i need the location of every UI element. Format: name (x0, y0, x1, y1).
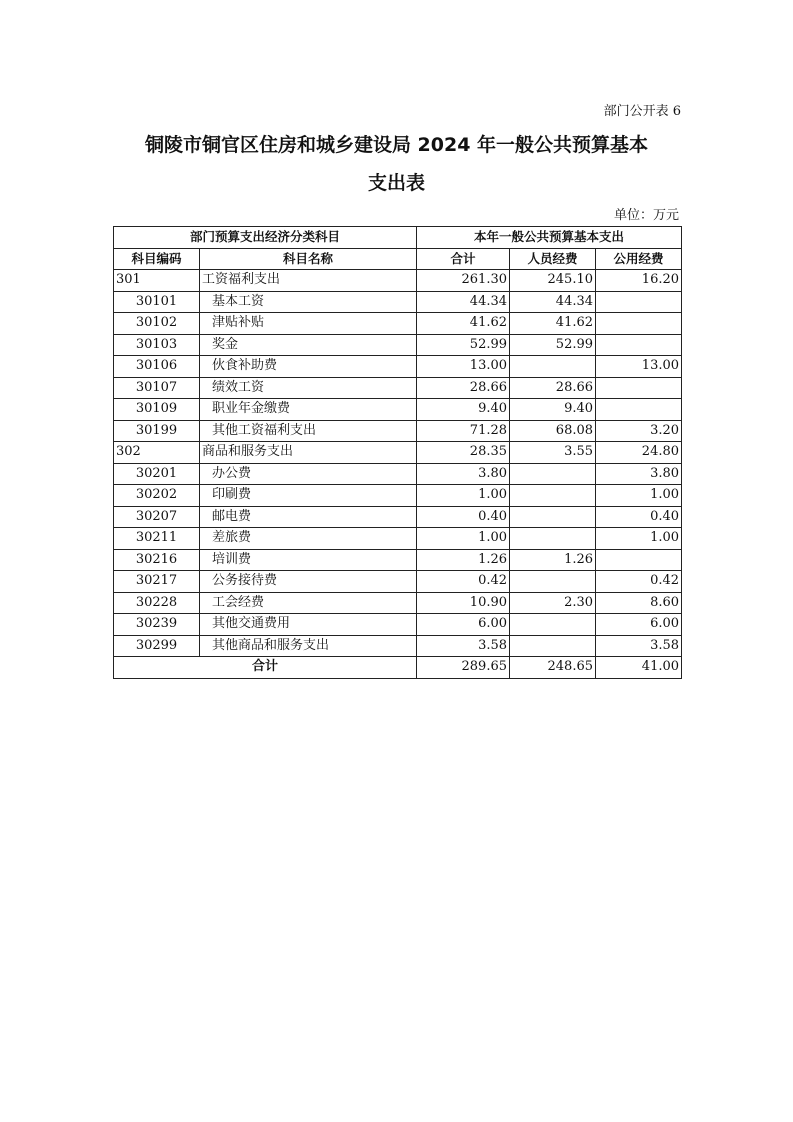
row-name: 职业年金缴费 (200, 399, 417, 421)
row-public (596, 313, 682, 335)
row-public: 1.00 (596, 528, 682, 550)
row-total: 28.66 (417, 377, 510, 399)
row-public: 0.42 (596, 571, 682, 593)
row-public: 3.58 (596, 635, 682, 657)
row-public: 13.00 (596, 356, 682, 378)
row-personnel: 245.10 (510, 270, 596, 292)
row-personnel (510, 528, 596, 550)
unit-label: 单位：万元 (613, 208, 679, 223)
row-total: 44.34 (417, 291, 510, 313)
row-total: 28.35 (417, 442, 510, 464)
total-sum: 289.65 (417, 657, 510, 679)
budget-table-body (114, 270, 682, 657)
table-row (114, 614, 682, 636)
row-public (596, 291, 682, 313)
row-total: 71.28 (417, 420, 510, 442)
budget-table (113, 226, 682, 679)
row-name: 其他工资福利支出 (200, 420, 417, 442)
row-code: 30106 (114, 356, 200, 378)
row-personnel (510, 635, 596, 657)
row-personnel (510, 463, 596, 485)
table-row (114, 399, 682, 421)
row-personnel (510, 485, 596, 507)
column-header-name: 科目名称 (200, 248, 417, 270)
table-row (114, 291, 682, 313)
title-line-2: 支出表 (367, 172, 425, 194)
column-header-personnel: 人员经费 (510, 248, 596, 270)
table-row (114, 442, 682, 464)
row-personnel: 44.34 (510, 291, 596, 313)
header-group-row (114, 227, 682, 249)
row-name: 工会经费 (200, 592, 417, 614)
row-total: 1.00 (417, 528, 510, 550)
row-name: 基本工资 (200, 291, 417, 313)
row-total: 1.26 (417, 549, 510, 571)
total-public: 41.00 (596, 657, 682, 679)
row-name: 公务接待费 (200, 571, 417, 593)
row-name: 商品和服务支出 (200, 442, 417, 464)
row-public: 24.80 (596, 442, 682, 464)
row-name: 印刷费 (200, 485, 417, 507)
table-row (114, 334, 682, 356)
row-name: 邮电费 (200, 506, 417, 528)
row-total: 6.00 (417, 614, 510, 636)
row-code: 30217 (114, 571, 200, 593)
row-name: 培训费 (200, 549, 417, 571)
row-name: 伙食补助费 (200, 356, 417, 378)
row-name: 津贴补贴 (200, 313, 417, 335)
row-total: 0.42 (417, 571, 510, 593)
table-row (114, 420, 682, 442)
row-total: 13.00 (417, 356, 510, 378)
row-personnel: 52.99 (510, 334, 596, 356)
row-code: 30239 (114, 614, 200, 636)
row-personnel: 41.62 (510, 313, 596, 335)
row-personnel (510, 506, 596, 528)
row-total: 9.40 (417, 399, 510, 421)
row-code: 30228 (114, 592, 200, 614)
row-total: 52.99 (417, 334, 510, 356)
row-public: 6.00 (596, 614, 682, 636)
row-public: 16.20 (596, 270, 682, 292)
table-row (114, 270, 682, 292)
column-header-code: 科目编码 (114, 248, 200, 270)
table-row (114, 549, 682, 571)
header-column-row (114, 248, 682, 270)
row-total: 3.58 (417, 635, 510, 657)
total-personnel: 248.65 (510, 657, 596, 679)
table-row (114, 463, 682, 485)
row-personnel: 9.40 (510, 399, 596, 421)
row-code: 301 (114, 270, 200, 292)
column-header-public: 公用经费 (596, 248, 682, 270)
row-personnel: 3.55 (510, 442, 596, 464)
row-code: 30103 (114, 334, 200, 356)
row-public: 0.40 (596, 506, 682, 528)
row-code: 30216 (114, 549, 200, 571)
table-row (114, 313, 682, 335)
row-personnel: 2.30 (510, 592, 596, 614)
table-row (114, 506, 682, 528)
total-row (114, 657, 682, 679)
row-code: 30102 (114, 313, 200, 335)
row-personnel (510, 571, 596, 593)
row-total: 0.40 (417, 506, 510, 528)
row-name: 其他交通费用 (200, 614, 417, 636)
row-name: 绩效工资 (200, 377, 417, 399)
row-personnel: 28.66 (510, 377, 596, 399)
group-header-basic-expenditure: 本年一般公共预算基本支出 (417, 227, 682, 249)
row-public (596, 399, 682, 421)
row-name: 差旅费 (200, 528, 417, 550)
row-code: 30107 (114, 377, 200, 399)
table-row (114, 635, 682, 657)
row-code: 30109 (114, 399, 200, 421)
row-personnel (510, 356, 596, 378)
column-header-total: 合计 (417, 248, 510, 270)
row-public (596, 334, 682, 356)
table-row (114, 571, 682, 593)
row-public (596, 549, 682, 571)
row-code: 30199 (114, 420, 200, 442)
row-code: 302 (114, 442, 200, 464)
table-row (114, 377, 682, 399)
table-row (114, 592, 682, 614)
table-row (114, 528, 682, 550)
row-personnel: 1.26 (510, 549, 596, 571)
row-name: 工资福利支出 (200, 270, 417, 292)
table-number: 部门公开表 6 (603, 104, 681, 119)
row-code: 30202 (114, 485, 200, 507)
row-name: 其他商品和服务支出 (200, 635, 417, 657)
row-public (596, 377, 682, 399)
row-code: 30211 (114, 528, 200, 550)
row-code: 30201 (114, 463, 200, 485)
row-personnel (510, 614, 596, 636)
row-public: 1.00 (596, 485, 682, 507)
total-label: 合计 (114, 657, 417, 679)
row-total: 3.80 (417, 463, 510, 485)
row-code: 30207 (114, 506, 200, 528)
row-total: 41.62 (417, 313, 510, 335)
group-header-economic-class: 部门预算支出经济分类科目 (114, 227, 417, 249)
row-public: 3.80 (596, 463, 682, 485)
row-name: 奖金 (200, 334, 417, 356)
table-row (114, 485, 682, 507)
row-public: 3.20 (596, 420, 682, 442)
row-total: 10.90 (417, 592, 510, 614)
row-total: 1.00 (417, 485, 510, 507)
row-name: 办公费 (200, 463, 417, 485)
row-public: 8.60 (596, 592, 682, 614)
row-code: 30101 (114, 291, 200, 313)
table-row (114, 356, 682, 378)
page-title (100, 126, 693, 202)
row-code: 30299 (114, 635, 200, 657)
title-line-1: 铜陵市铜官区住房和城乡建设局 2024 年一般公共预算基本 (144, 134, 649, 156)
row-total: 261.30 (417, 270, 510, 292)
row-personnel: 68.08 (510, 420, 596, 442)
